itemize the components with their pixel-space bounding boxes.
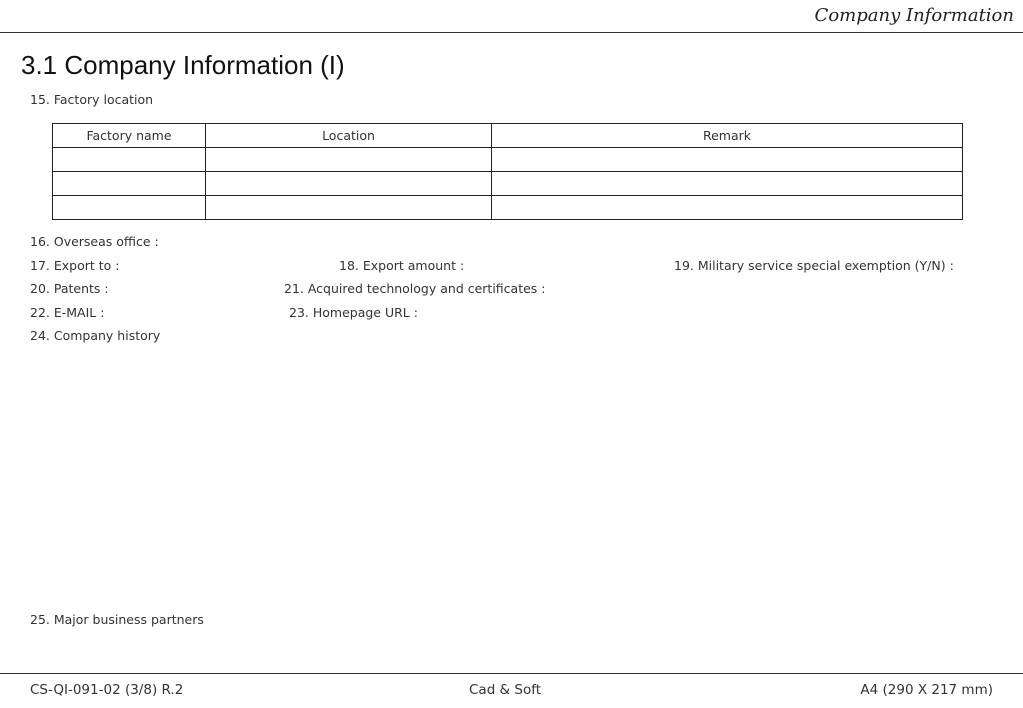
factory-name-cell[interactable] [53, 172, 206, 196]
factory-name-cell[interactable] [53, 148, 206, 172]
export-amount-label: 18. Export amount : [339, 258, 465, 273]
footer-company: Cad & Soft [469, 682, 542, 698]
footer-divider [0, 673, 1023, 674]
remark-cell[interactable] [492, 148, 963, 172]
table-header-row [53, 124, 963, 148]
header-divider [0, 32, 1023, 33]
overseas-office-label: 16. Overseas office : [30, 234, 159, 249]
company-history-label: 24. Company history [30, 328, 161, 343]
remark-cell[interactable] [492, 172, 963, 196]
table-row [53, 172, 963, 196]
location-cell[interactable] [206, 148, 492, 172]
patents-label: 20. Patents : [30, 281, 109, 296]
column-header-location: Location [206, 124, 492, 148]
homepage-url-label: 23. Homepage URL : [289, 305, 418, 320]
header-title: Company Information [814, 5, 1014, 26]
page-title: 3.1 Company Information (I) [21, 50, 345, 80]
column-header-remark: Remark [492, 124, 963, 148]
footer-doc-code: CS-QI-091-02 (3/8) R.2 [30, 682, 184, 698]
factory-location-table [52, 123, 963, 220]
export-to-label: 17. Export to : [30, 258, 120, 273]
business-partners-label: 25. Major business partners [30, 612, 204, 627]
column-header-factory-name: Factory name [53, 124, 206, 148]
military-exemption-label: 19. Military service special exemption (Y/N) : [674, 258, 954, 273]
remark-cell[interactable] [492, 196, 963, 220]
location-cell[interactable] [206, 196, 492, 220]
location-cell[interactable] [206, 172, 492, 196]
table-row [53, 196, 963, 220]
acquired-technology-label: 21. Acquired technology and certificates : [284, 281, 546, 296]
footer-paper-size: A4 (290 X 217 mm) [860, 682, 993, 698]
table-row [53, 148, 963, 172]
factory-location-label: 15. Factory location [30, 92, 154, 107]
factory-name-cell[interactable] [53, 196, 206, 220]
email-label: 22. E-MAIL : [30, 305, 105, 320]
